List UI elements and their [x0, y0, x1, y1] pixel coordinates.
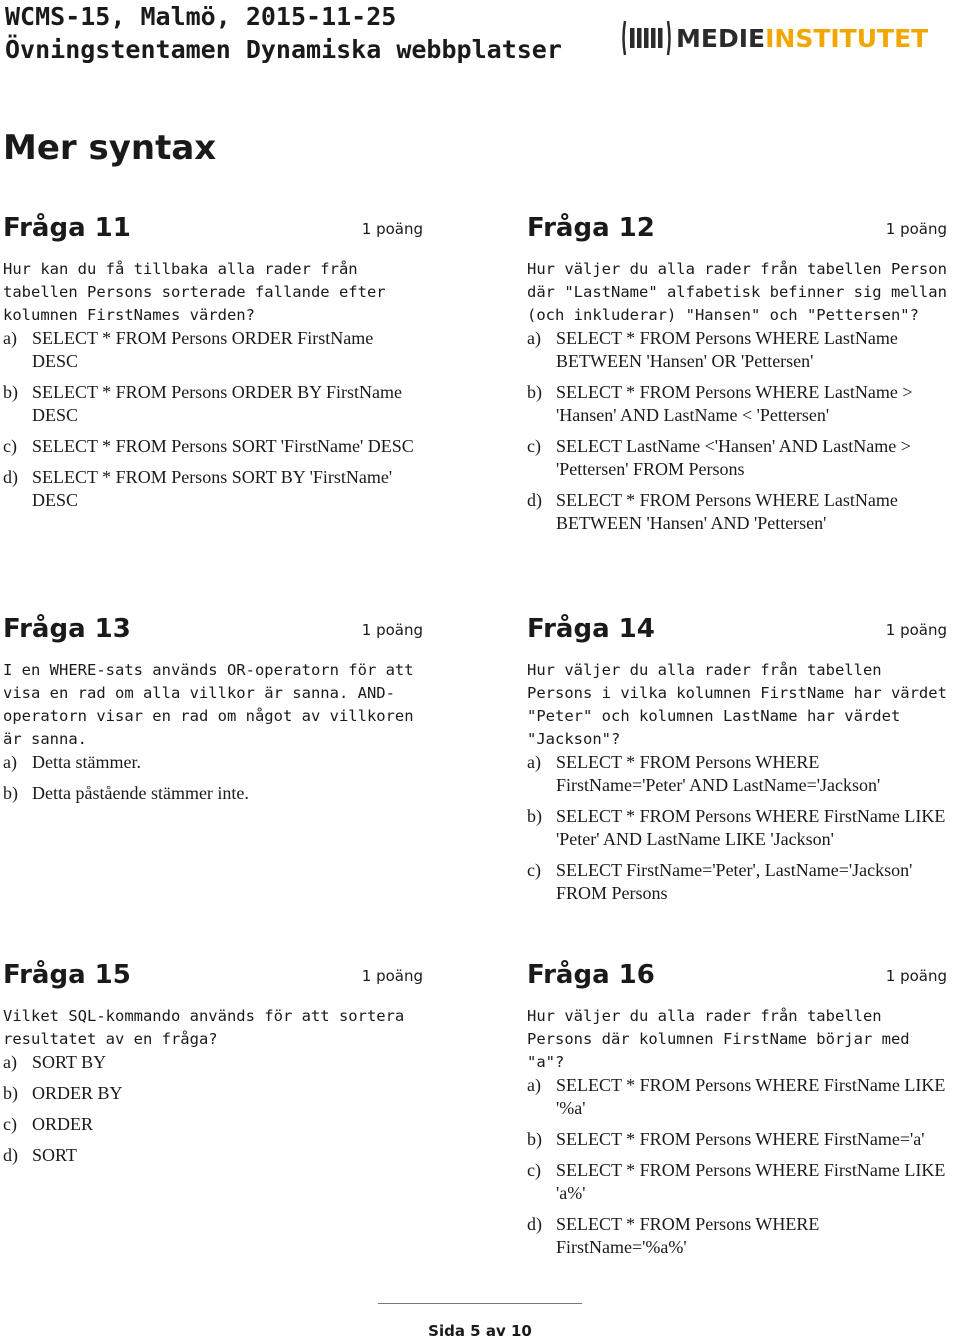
question-text: I en WHERE-sats används OR-operatorn för att visa en rad om alla villkor är sanna. AND-operatorn visar en rad om något av villkoren är sanna. — [3, 661, 414, 748]
header-line-2: Övningstentamen Dynamiska webbplatser — [5, 35, 562, 64]
option-letter: a) — [3, 1052, 17, 1072]
option-letter: b) — [527, 1129, 542, 1149]
answer-option — [527, 489, 947, 535]
option-text: SORT — [32, 1145, 77, 1165]
question-title: Fråga 13 — [3, 614, 131, 644]
option-text: SELECT * FROM Persons WHERE LastName BETWEEN 'Hansen' AND 'Pettersen' — [556, 490, 898, 533]
question-text: Hur väljer du alla rader från tabellen Persons i vilka kolumnen FirstName har värdet "Peter" och kolumnen LastName har värdet "Jackson"? — [527, 661, 947, 748]
question-header — [3, 957, 423, 993]
option-text: SELECT * FROM Persons WHERE FirstName LIKE '%a' — [556, 1075, 946, 1118]
question-text: Hur väljer du alla rader från tabellen Persons där kolumnen FirstName börjar med "a"? — [527, 1007, 910, 1071]
option-text: SELECT * FROM Persons ORDER BY FirstName DESC — [32, 382, 403, 425]
answer-options — [527, 327, 947, 535]
option-text: Detta påstående stämmer inte. — [32, 783, 249, 803]
question-block — [527, 611, 947, 905]
option-text: SELECT FirstName='Peter', LastName='Jackson' FROM Persons — [556, 860, 913, 903]
section-title: Mer syntax — [3, 128, 217, 168]
answer-option — [3, 381, 423, 427]
question-points: 1 poäng — [885, 220, 947, 238]
option-text: SELECT * FROM Persons ORDER FirstName DESC — [32, 328, 374, 371]
answer-option — [3, 782, 423, 805]
answer-options — [3, 751, 423, 805]
option-text: SELECT * FROM Persons SORT 'FirstName' DESC — [32, 436, 414, 456]
option-text: SELECT * FROM Persons WHERE FirstName='Peter' AND LastName='Jackson' — [556, 752, 881, 795]
option-letter: d) — [527, 490, 542, 510]
option-text: SELECT * FROM Persons WHERE FirstName='%a%' — [556, 1214, 820, 1257]
option-text: SELECT * FROM Persons WHERE FirstName='a' — [556, 1129, 925, 1149]
question-title: Fråga 16 — [527, 960, 655, 990]
question-block — [527, 210, 947, 535]
medieinstitutet-logo — [622, 18, 928, 58]
question-points: 1 poäng — [361, 967, 423, 985]
answer-option — [3, 751, 423, 774]
header-line-1: WCMS-15, Malmö, 2015-11-25 — [5, 2, 397, 31]
option-letter: a) — [527, 752, 541, 772]
option-letter: a) — [3, 328, 17, 348]
logo-wordmark — [676, 24, 928, 53]
question-header — [3, 611, 423, 647]
option-text: Detta stämmer. — [32, 752, 141, 772]
question-text: Hur väljer du alla rader från tabellen Person där "LastName" alfabetisk befinner sig mellan (och inkluderar) "Hansen" och "Pettersen"? — [527, 260, 947, 324]
option-letter: c) — [3, 1114, 17, 1134]
answer-options — [527, 1074, 947, 1259]
question-block — [3, 611, 423, 805]
answer-option — [527, 1213, 947, 1259]
answer-option — [527, 327, 947, 373]
option-text: SELECT * FROM Persons WHERE FirstName LIKE 'Peter' AND LastName LIKE 'Jackson' — [556, 806, 946, 849]
option-text: SELECT * FROM Persons WHERE LastName BETWEEN 'Hansen' OR 'Pettersen' — [556, 328, 898, 371]
question-block — [3, 210, 423, 512]
option-letter: d) — [3, 1145, 18, 1165]
answer-option — [3, 466, 423, 512]
answer-option — [527, 859, 947, 905]
option-letter: b) — [3, 1083, 18, 1103]
option-text: ORDER — [32, 1114, 94, 1134]
option-letter: b) — [3, 382, 18, 402]
question-title: Fråga 15 — [3, 960, 131, 990]
logo-text-a: MEDIE — [676, 23, 766, 53]
option-letter: c) — [527, 1160, 541, 1180]
answer-option — [527, 1159, 947, 1205]
option-letter: d) — [3, 467, 18, 487]
answer-option — [527, 1128, 947, 1151]
answer-option — [3, 435, 423, 458]
question-block — [3, 957, 423, 1167]
option-letter: a) — [3, 752, 17, 772]
question-title: Fråga 11 — [3, 213, 131, 243]
document-header — [5, 0, 562, 66]
option-text: SELECT * FROM Persons SORT BY 'FirstName' DESC — [32, 467, 393, 510]
option-text: SORT BY — [32, 1052, 107, 1072]
answer-option — [527, 751, 947, 797]
answer-option — [3, 1144, 423, 1167]
answer-option — [3, 1113, 423, 1136]
option-text: ORDER BY — [32, 1083, 123, 1103]
option-letter: b) — [527, 382, 542, 402]
answer-option — [3, 327, 423, 373]
answer-option — [3, 1051, 423, 1074]
logo-text-b: INSTITUTET — [765, 23, 929, 53]
answer-options — [3, 1051, 423, 1167]
question-points: 1 poäng — [885, 621, 947, 639]
answer-option — [527, 435, 947, 481]
answer-options — [527, 751, 947, 905]
page-number: Sida 5 av 10 — [428, 1322, 532, 1340]
question-points: 1 poäng — [361, 621, 423, 639]
option-letter: b) — [3, 783, 18, 803]
option-letter: c) — [527, 436, 541, 456]
answer-option — [527, 805, 947, 851]
option-letter: d) — [527, 1214, 542, 1234]
question-text: Vilket SQL-kommando används för att sortera resultatet av en fråga? — [3, 1007, 405, 1048]
question-block — [527, 957, 947, 1259]
answer-options — [3, 327, 423, 512]
question-points: 1 poäng — [361, 220, 423, 238]
option-text: SELECT * FROM Persons WHERE FirstName LIKE 'a%' — [556, 1160, 946, 1203]
question-title: Fråga 12 — [527, 213, 655, 243]
option-letter: a) — [527, 1075, 541, 1095]
answer-option — [3, 1082, 423, 1105]
logo-mark-icon — [622, 18, 672, 58]
answer-option — [527, 381, 947, 427]
option-letter: a) — [527, 328, 541, 348]
option-letter: c) — [3, 436, 17, 456]
question-title: Fråga 14 — [527, 614, 655, 644]
footer-divider — [378, 1303, 582, 1304]
option-letter: b) — [527, 806, 542, 826]
option-text: SELECT LastName <'Hansen' AND LastName > 'Pettersen' FROM Persons — [556, 436, 911, 479]
option-letter: c) — [527, 860, 541, 880]
question-text: Hur kan du få tillbaka alla rader från tabellen Persons sorterade fallande efter kolumnen FirstNames värden? — [3, 260, 386, 324]
question-points: 1 poäng — [885, 967, 947, 985]
question-header — [527, 957, 947, 993]
option-text: SELECT * FROM Persons WHERE LastName > 'Hansen' AND LastName < 'Pettersen' — [556, 382, 913, 425]
answer-option — [527, 1074, 947, 1120]
question-header — [527, 210, 947, 246]
question-header — [3, 210, 423, 246]
question-header — [527, 611, 947, 647]
